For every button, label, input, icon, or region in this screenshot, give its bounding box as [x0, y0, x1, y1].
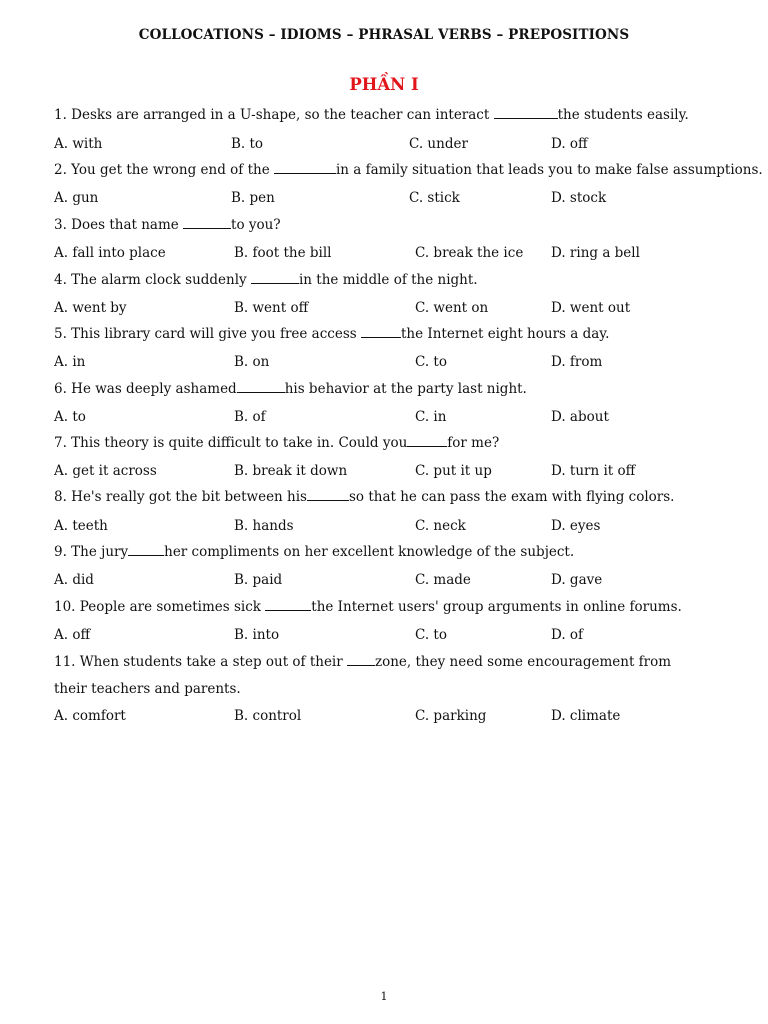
- option-d: D. went out: [551, 300, 631, 316]
- question-text: [54, 649, 676, 703]
- option-a: A. to: [54, 409, 86, 425]
- option-b: B. hands: [234, 518, 294, 534]
- answer-blank: [265, 598, 311, 611]
- question-text-after: her compliments on her excellent knowledge of the subject.: [164, 544, 575, 560]
- question-text-after: the students easily.: [557, 107, 689, 123]
- option-b: B. pen: [231, 190, 275, 206]
- question-text: [54, 539, 734, 566]
- question-text: [54, 321, 734, 348]
- option-b: B. to: [231, 136, 264, 152]
- answer-blank: [407, 434, 447, 447]
- question-text-before: 5. This library card will give you free access: [54, 326, 361, 342]
- option-d: D. from: [551, 354, 603, 370]
- question-text-before: 11. When students take a step out of their: [54, 654, 347, 670]
- option-c: C. break the ice: [415, 245, 524, 261]
- option-c: C. made: [415, 572, 471, 588]
- section-heading: PHẦN I: [349, 75, 419, 94]
- option-d: D. stock: [551, 190, 607, 206]
- question-text-before: 3. Does that name: [54, 217, 184, 233]
- option-c: C. neck: [415, 518, 466, 534]
- option-d: D. gave: [551, 572, 603, 588]
- option-a: A. teeth: [54, 518, 108, 534]
- question-text: [54, 376, 734, 403]
- option-a: A. get it across: [54, 463, 157, 479]
- question-text: [54, 157, 763, 184]
- option-a: A. gun: [54, 190, 99, 206]
- question-text-after: so that he can pass the exam with flying colors.: [349, 489, 675, 505]
- option-a: A. off: [54, 627, 91, 643]
- question-text-after: to you?: [231, 217, 281, 233]
- question-text-before: 8. He's really got the bit between his: [54, 489, 307, 505]
- question-text-before: 4. The alarm clock suddenly: [54, 272, 251, 288]
- option-c: C. stick: [409, 190, 460, 206]
- option-d: D. about: [551, 409, 609, 425]
- option-a: A. comfort: [54, 708, 126, 724]
- question-text-before: 7. This theory is quite difficult to take in. Could you: [54, 435, 408, 451]
- option-d: D. off: [551, 136, 588, 152]
- question-text-after: the Internet eight hours a day.: [401, 326, 610, 342]
- question-text-after: zone, they need some encouragement from their teachers and parents.: [54, 654, 672, 697]
- answer-blank: [237, 380, 285, 393]
- answer-blank: [347, 653, 375, 666]
- question-text: [54, 430, 734, 457]
- option-c: C. put it up: [415, 463, 492, 479]
- question-text: [54, 267, 734, 294]
- option-d: D. eyes: [551, 518, 601, 534]
- answer-blank: [251, 271, 299, 284]
- option-b: B. control: [234, 708, 302, 724]
- question-text-before: 2. You get the wrong end of the: [54, 162, 274, 178]
- question-text: [54, 484, 734, 511]
- question-text-before: 9. The jury: [54, 544, 129, 560]
- answer-blank: [307, 488, 349, 501]
- question-text-after: for me?: [447, 435, 500, 451]
- option-a: A. did: [54, 572, 94, 588]
- question-text-after: the Internet users' group arguments in online forums.: [311, 599, 682, 615]
- answer-blank: [494, 106, 558, 119]
- option-c: C. went on: [415, 300, 489, 316]
- option-b: B. went off: [234, 300, 309, 316]
- question-text: [54, 102, 734, 129]
- question-text-after: in the middle of the night.: [298, 272, 478, 288]
- question-text: [54, 212, 734, 239]
- answer-blank: [274, 161, 336, 174]
- option-a: A. in: [54, 354, 86, 370]
- option-d: D. climate: [551, 708, 621, 724]
- answer-blank: [361, 325, 401, 338]
- question-text-before: 1. Desks are arranged in a U-shape, so the teacher can interact: [54, 107, 494, 123]
- option-a: A. with: [54, 136, 103, 152]
- option-a: A. went by: [54, 300, 127, 316]
- option-b: B. paid: [234, 572, 283, 588]
- option-c: C. to: [415, 627, 447, 643]
- option-c: C. in: [415, 409, 447, 425]
- answer-blank: [183, 216, 231, 229]
- option-c: C. under: [409, 136, 468, 152]
- question-text-before: 6. He was deeply ashamed: [54, 381, 237, 397]
- question-text-after: in a family situation that leads you to make false assumptions.: [335, 162, 763, 178]
- question-text: [54, 594, 734, 621]
- document-title: COLLOCATIONS – IDIOMS – PHRASAL VERBS – PREPOSITIONS: [138, 27, 630, 43]
- option-c: C. to: [415, 354, 447, 370]
- option-d: D. ring a bell: [551, 245, 640, 261]
- option-b: B. into: [234, 627, 280, 643]
- answer-blank: [128, 543, 164, 556]
- option-d: D. of: [551, 627, 584, 643]
- option-d: D. turn it off: [551, 463, 636, 479]
- question-text-before: 10. People are sometimes sick: [54, 599, 266, 615]
- option-b: B. foot the bill: [234, 245, 332, 261]
- option-c: C. parking: [415, 708, 487, 724]
- page-number: 1: [380, 990, 388, 1003]
- option-a: A. fall into place: [54, 245, 166, 261]
- option-b: B. on: [234, 354, 270, 370]
- option-b: B. of: [234, 409, 266, 425]
- option-b: B. break it down: [234, 463, 348, 479]
- question-text-after: his behavior at the party last night.: [284, 381, 527, 397]
